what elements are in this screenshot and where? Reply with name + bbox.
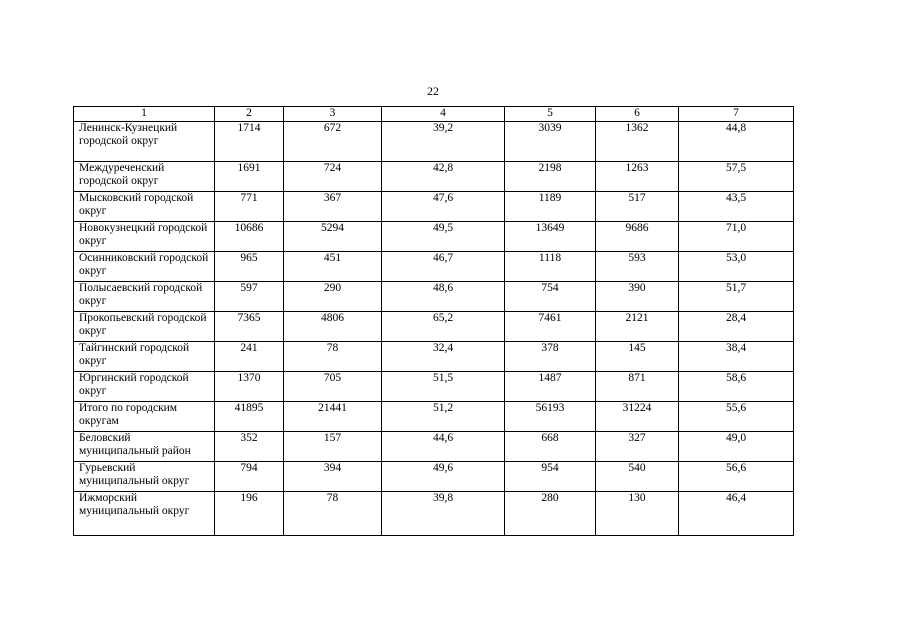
value-cell: 56193 xyxy=(505,402,596,432)
value-cell: 794 xyxy=(215,462,284,492)
value-cell: 378 xyxy=(505,342,596,372)
table-row xyxy=(74,122,794,162)
table-row xyxy=(74,162,794,192)
value-cell: 390 xyxy=(596,282,679,312)
value-cell: 1362 xyxy=(596,122,679,162)
value-cell: 32,4 xyxy=(382,342,505,372)
value-cell: 451 xyxy=(284,252,382,282)
table-row xyxy=(74,252,794,282)
value-cell: 196 xyxy=(215,492,284,536)
row-name-cell: Юргинский городской округ xyxy=(74,372,215,402)
value-cell: 55,6 xyxy=(679,402,794,432)
value-cell: 38,4 xyxy=(679,342,794,372)
value-cell: 78 xyxy=(284,492,382,536)
value-cell: 65,2 xyxy=(382,312,505,342)
value-cell: 1263 xyxy=(596,162,679,192)
table-row xyxy=(74,342,794,372)
page-number: 22 xyxy=(427,84,439,98)
value-cell: 5294 xyxy=(284,222,382,252)
value-cell: 47,6 xyxy=(382,192,505,222)
row-name-cell: Ижморский муниципальный округ xyxy=(74,492,215,536)
table-row xyxy=(74,192,794,222)
value-cell: 39,8 xyxy=(382,492,505,536)
row-name-cell: Беловский муниципальный район xyxy=(74,432,215,462)
value-cell: 49,6 xyxy=(382,462,505,492)
value-cell: 56,6 xyxy=(679,462,794,492)
value-cell: 3039 xyxy=(505,122,596,162)
value-cell: 31224 xyxy=(596,402,679,432)
value-cell: 1118 xyxy=(505,252,596,282)
value-cell: 367 xyxy=(284,192,382,222)
column-header: 1 xyxy=(74,107,215,122)
table-row xyxy=(74,462,794,492)
value-cell: 71,0 xyxy=(679,222,794,252)
value-cell: 2198 xyxy=(505,162,596,192)
value-cell: 53,0 xyxy=(679,252,794,282)
value-cell: 48,6 xyxy=(382,282,505,312)
value-cell: 41895 xyxy=(215,402,284,432)
value-cell: 13649 xyxy=(505,222,596,252)
table-row xyxy=(74,432,794,462)
value-cell: 517 xyxy=(596,192,679,222)
value-cell: 593 xyxy=(596,252,679,282)
value-cell: 130 xyxy=(596,492,679,536)
value-cell: 241 xyxy=(215,342,284,372)
table-header-row xyxy=(74,107,794,122)
row-name-cell: Тайгинский городской округ xyxy=(74,342,215,372)
column-header: 6 xyxy=(596,107,679,122)
value-cell: 290 xyxy=(284,282,382,312)
row-name-cell: Полысаевский городской округ xyxy=(74,282,215,312)
value-cell: 1714 xyxy=(215,122,284,162)
value-cell: 43,5 xyxy=(679,192,794,222)
value-cell: 39,2 xyxy=(382,122,505,162)
value-cell: 28,4 xyxy=(679,312,794,342)
value-cell: 46,7 xyxy=(382,252,505,282)
value-cell: 1487 xyxy=(505,372,596,402)
value-cell: 46,4 xyxy=(679,492,794,536)
row-name-cell: Гурьевский муниципальный округ xyxy=(74,462,215,492)
column-header: 4 xyxy=(382,107,505,122)
value-cell: 965 xyxy=(215,252,284,282)
value-cell: 2121 xyxy=(596,312,679,342)
row-name-cell: Ленинск-Кузнецкий городской округ xyxy=(74,122,215,162)
value-cell: 157 xyxy=(284,432,382,462)
value-cell: 871 xyxy=(596,372,679,402)
row-name-cell: Итого по городским округам xyxy=(74,402,215,432)
value-cell: 7461 xyxy=(505,312,596,342)
column-header: 2 xyxy=(215,107,284,122)
row-name-cell: Осинниковский городской округ xyxy=(74,252,215,282)
value-cell: 51,7 xyxy=(679,282,794,312)
value-cell: 280 xyxy=(505,492,596,536)
value-cell: 1691 xyxy=(215,162,284,192)
value-cell: 42,8 xyxy=(382,162,505,192)
table-row xyxy=(74,312,794,342)
value-cell: 51,2 xyxy=(382,402,505,432)
value-cell: 10686 xyxy=(215,222,284,252)
value-cell: 327 xyxy=(596,432,679,462)
value-cell: 597 xyxy=(215,282,284,312)
value-cell: 1189 xyxy=(505,192,596,222)
value-cell: 4806 xyxy=(284,312,382,342)
column-header: 7 xyxy=(679,107,794,122)
value-cell: 21441 xyxy=(284,402,382,432)
table-row xyxy=(74,492,794,536)
table-row xyxy=(74,282,794,312)
value-cell: 394 xyxy=(284,462,382,492)
value-cell: 672 xyxy=(284,122,382,162)
value-cell: 145 xyxy=(596,342,679,372)
value-cell: 1370 xyxy=(215,372,284,402)
value-cell: 705 xyxy=(284,372,382,402)
row-name-cell: Новокузнецкий городской округ xyxy=(74,222,215,252)
value-cell: 540 xyxy=(596,462,679,492)
column-header: 3 xyxy=(284,107,382,122)
value-cell: 44,6 xyxy=(382,432,505,462)
value-cell: 51,5 xyxy=(382,372,505,402)
value-cell: 7365 xyxy=(215,312,284,342)
table-row xyxy=(74,402,794,432)
value-cell: 954 xyxy=(505,462,596,492)
value-cell: 754 xyxy=(505,282,596,312)
data-table xyxy=(73,106,794,536)
row-name-cell: Прокопьевский городской округ xyxy=(74,312,215,342)
table-row xyxy=(74,222,794,252)
column-header: 5 xyxy=(505,107,596,122)
value-cell: 49,0 xyxy=(679,432,794,462)
row-name-cell: Междуреченский городской округ xyxy=(74,162,215,192)
value-cell: 771 xyxy=(215,192,284,222)
value-cell: 49,5 xyxy=(382,222,505,252)
value-cell: 352 xyxy=(215,432,284,462)
table-row xyxy=(74,372,794,402)
value-cell: 78 xyxy=(284,342,382,372)
value-cell: 58,6 xyxy=(679,372,794,402)
value-cell: 44,8 xyxy=(679,122,794,162)
row-name-cell: Мысковский городской округ xyxy=(74,192,215,222)
value-cell: 9686 xyxy=(596,222,679,252)
value-cell: 668 xyxy=(505,432,596,462)
value-cell: 724 xyxy=(284,162,382,192)
value-cell: 57,5 xyxy=(679,162,794,192)
